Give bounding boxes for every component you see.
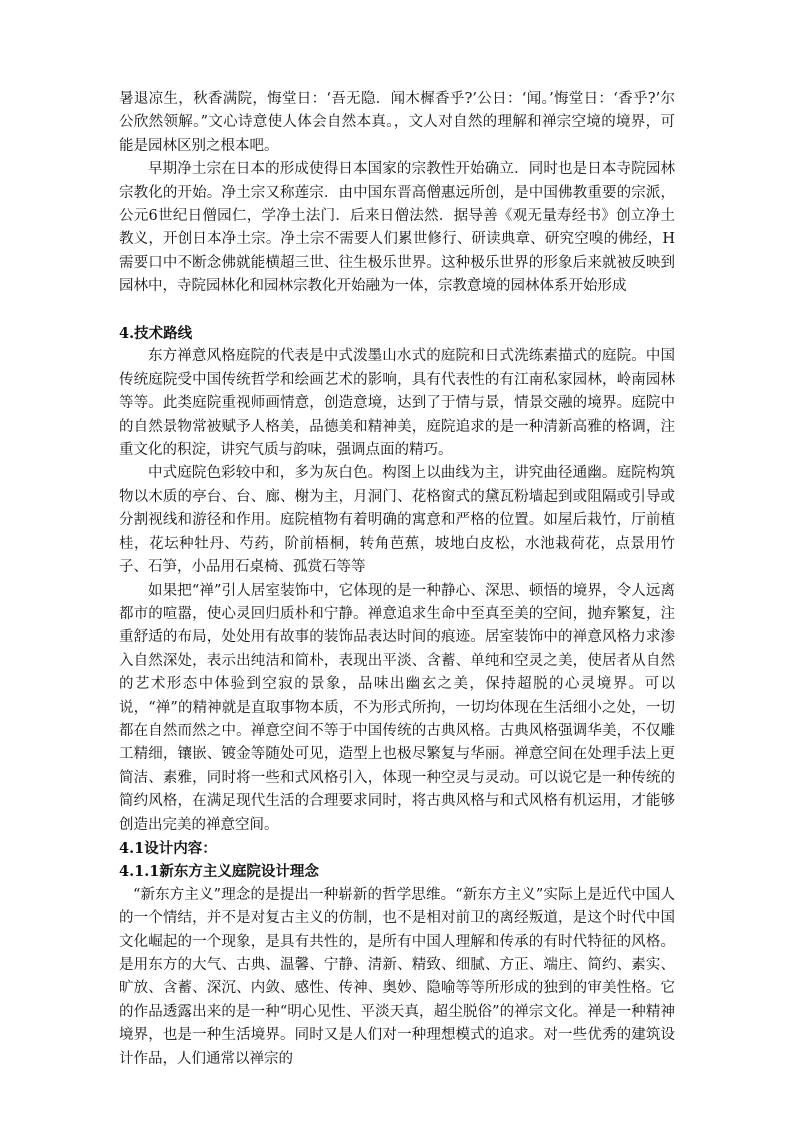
section-heading-4: 4.技术路线 (119, 325, 193, 343)
paragraph-2: 早期净土宗在日本的形成使得日本国家的宗教性开始确立．同时也是日本寺院园林宗教化的开始。净土宗又称莲宗．由中国东晋高僧惠远所创，是中国佛教重要的宗派，公元6世纪日僧园仁，学净土法门．后来日僧法然．据导善《观无量寿经书》创立净土教义，开创日本净土宗。净土宗不需要人们累世修行、研读典章、研究空嗅的佛经，H需要口中不断念佛就能横超三世、往生极乐世界。这种极乐世界的形象后来就被反映到园林中，寺院园林化和园林宗教化开始融为一体，宗教意境的园林体系开始形成 (119, 161, 675, 295)
paragraph-5: 如果把“禅”引人居室装饰中，它体现的是一种静心、深思、顿悟的境界，令人远离都市的喧嚣，使心灵回归质朴和宁静。禅意追求生命中至真至美的空间，抛弃繁复，注重舒适的布局，处处用有故事的装饰品表达时间的痕迹。居室装饰中的禅意风格力求渗入自然深处，表示出纯洁和简朴，表现出平淡、含蓄、单纯和空灵之美，使居者从自然的艺术形态中体验到空寂的景象，品味出幽玄之美，保持超脱的心灵境界。可以说，“禅”的精神就是直取事物本质，不为形式所拘，一切均体现在生活细小之处，一切都在自然而然之中。禅意空间不等于中国传统的古典风格。古典风格强调华美，不仅雕工精细，镶嵌、镀金等随处可见，造型上也极尽繁复与华丽。禅意空间在处理手法上更简洁、素雅，同时将一些和式风格引入，体现一种空灵与灵动。可以说它是一种传统的简约风格，在满足现代生活的合理要求同时，将古典风格与和式风格有机运用，才能够创造出完美的禅意空间。 (119, 582, 675, 833)
paragraph-1: 暑退凉生，秋香满院，悔堂日：‘吾无隐．闻木樨香乎?’公日：‘闻。’悔堂日：‘香乎?’尔公欣然领解。”文心诗意使人体会自然本真。，文人对自然的理解和禅宗空境的境界，可能是园林区别之根本吧。 (119, 91, 675, 154)
paragraph-4: 中式庭院色彩较中和，多为灰白色。构图上以曲线为主，讲究曲径通幽。庭院构筑物以木质的亭台、台、廊、榭为主，月洞门、花格窗式的黛瓦粉墙起到或阻隔或引导或分割视线和游径和作用。庭院植物有着明确的寓意和严格的位置。如屋后栽竹，厅前植桂，花坛种牡丹、芍药，阶前梧桐，转角芭蕉，坡地白皮松，水池栽荷花，点景用竹子、石笋，小品用石桌椅、孤赏石等等 (119, 465, 675, 576)
section-heading-4-1-1: 4.1.1新东方主义庭院设计理念 (119, 863, 319, 881)
paragraph-gap (119, 299, 675, 322)
section-heading-4-1: 4.1设计内容： (119, 839, 217, 857)
document-page (119, 88, 675, 1071)
paragraph-3: 东方禅意风格庭院的代表是中式泼墨山水式的庭院和日式洗练素描式的庭院。中国传统庭院受中国传统哲学和绘画艺术的影响，具有代表性的有江南私家园林，岭南园林等等。此类庭院重视师画情意，创造意境，达到了于情与景，情景交融的境界。庭院中的自然景物常被赋予人格美，品德美和精神美，庭院追求的是一种清新高雅的格调，注重文化的积淀，讲究气质与韵味，强调点面的精巧。 (119, 348, 675, 459)
paragraph-6: “新东方主义”理念的是提出一种崭新的哲学思维。“新东方主义”实际上是近代中国人的一个情结，并不是对复古主义的仿制，也不是相对前卫的离经叛道，是这个时代中国文化崛起的一个现象，是具有共性的，是所有中国人理解和传承的有时代特征的风格。是用东方的大气、古典、温馨、宁静、清新、精致、细腻、方正、端庄、简约、素实、旷放、含蓄、深沉、内敛、感性、传神、奥妙、隐喻等等所形成的独到的审美性格。它的作品透露出来的是一种“明心见性、平淡天真，超尘脱俗”的禅宗文化。禅是一种精神境界，也是一种生活境界。同时又是人们对一种理想模式的追求。对一些优秀的建筑设计作品，人们通常以禅宗的 (119, 886, 675, 1067)
